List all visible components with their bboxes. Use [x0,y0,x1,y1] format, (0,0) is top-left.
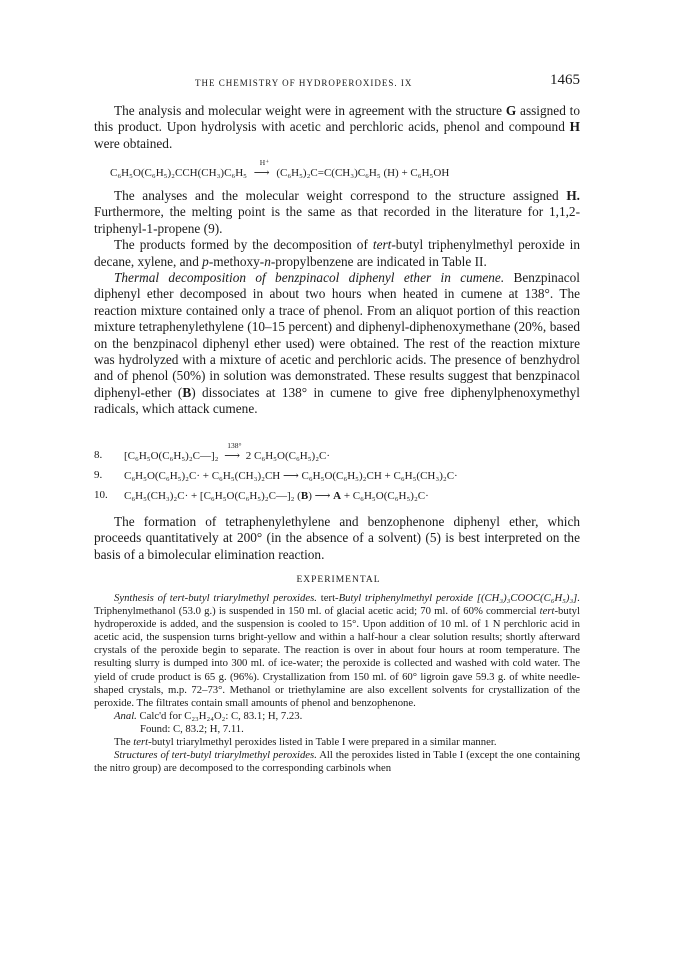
text-span: Triphenylmethanol (53.0 g.) is suspended in 150 ml. of glacial acetic acid; 70 ml. of 60% commercial [94,605,540,618]
running-head [90,72,580,94]
text-span: Furthermore, the melting point is the same as that recorded in the literature for 1,1,2-triphenyl-1-propene (9). [94,204,580,236]
paragraph-synthesis [94,592,580,710]
text-span: -butyl triphenylmethyl peroxide in decane, xylene, and [94,237,580,269]
run-in-heading: Thermal decomposition of benzpinacol diphenyl ether in cumene. [114,270,505,286]
experimental-section [94,592,580,775]
text-span: The [114,736,134,749]
text-span: -propylbenzene are indicated in Table II. [270,253,487,269]
body-text-block-3 [94,514,580,563]
compound-label: H. [566,188,580,203]
equation-8 [94,441,580,469]
analysis-found: Found: C, 83.2; H, 7.11. [140,722,244,735]
body-text-block-2 [94,188,580,418]
body-text-block-1 [94,103,580,152]
italic-prefix: p [202,253,209,269]
equation-reactant: C₆H₅O(C₆H₅)₂CCH(CH₃)C₆H₅ [110,167,248,179]
italic-prefix: n [264,253,271,269]
text-span: The analysis and molecular weight were in agreement with the structure [114,103,506,118]
analysis-label: Anal. [114,709,137,722]
compound-label: B [300,490,309,502]
text-span: -butyl triarylmethyl peroxides listed in Table I were prepared in a similar manner. [148,736,497,749]
text-span: tert- [316,592,339,604]
paragraph-structure-H [94,188,580,237]
equation-reactant: [C₆H₅O(C₆H₅)₂C—]₂ [124,450,219,462]
arrow-label: 138° [227,441,242,450]
text-span: + C₆H₅O(C₆H₅)₂C· [341,490,429,502]
italic-prefix: tert [539,605,555,618]
text-span: Benzpinacol diphenyl ether decomposed in about two hours when heated in cumene at 138°. The reaction mixture contained only a trace of phenol. From an aliquot portion of this reaction mixture tetraphenylethylene (10–15 percent) and diphenyl-diphenoxymethane (20%, based on the benzpinacol diphenyl ether used) were obtained. The rest of the reaction mixture was hydrolyzed with a mixture of acetic and perchloric acids. The presence of benzhydrol and of phenol (50%) in solution was demonstrated. These results suggest that benzpinacol diphenyl-ether ( [94,270,580,400]
equation-number: 10. [94,489,108,501]
equation-body [124,489,429,502]
reaction-arrow: ⟶ [253,167,270,179]
running-title: THE CHEMISTRY OF HYDROPEROXIDES. IX [195,78,413,88]
equation-body [124,441,331,462]
text-span: -butyl hydroperoxide is added, and the suspension is cooled to 15°. Upon addition of 10 ml. of 1 N perchloric acid in acetic acid, the suspension turns bright-yellow and within a half-hour a clear solution results; shortly afterward crystals of the peroxide begin to separate. The reaction is over in about four hours at room temperature. The resulting slurry is dumped into 300 ml. of ice-water; the peroxide is collected and washed with cold water. The yield of crude product is 65 g. (96%). Crystallization from 150 ml. of 60° ligroin gave 59.3 g. of white needle-shaped crystals, m.p. 72–73°. Methanol or triethylamine are also excellent solvents for crystallization of the peroxide. The filtrates contain small amounts of phenol and benzophenone. [94,605,580,709]
compound-label: B [182,384,192,400]
section-heading-experimental: EXPERIMENTAL [296,575,381,585]
paragraph-table-II [94,237,580,270]
equation-number: 9. [94,469,103,481]
paragraph-structure-G [94,103,580,152]
page-number: 1465 [550,72,580,88]
text-span: All the peroxides listed in Table I (except the one containing the nitro group) are decomposed to the corresponding carbinols when [94,749,581,775]
equation-9 [94,469,580,489]
text-span: C₆H₅(CH₃)₂C· + [C₆H₅O(C₆H₅)₂C—]₂ ( [124,490,301,502]
hydrolysis-equation [110,158,580,179]
equation-products: (C₆H₅)₂C=C(CH₃)C₆H₅ (H) + C₆H₅OH [276,167,450,179]
text-span: assigned to this product. Upon hydrolysis with acetic and perchloric acids, phenol and compound [94,103,581,135]
compound-label: H [569,119,580,135]
paragraph-bimolecular-elimination: The formation of tetraphenylethylene and benzophenone diphenyl ether, which proceeds quantitatively at 200° (in the absence of a solvent) (5) is best interpreted on the basis of a bimolecular elimination reaction. [94,514,580,562]
text-span: ) ⟶ [308,490,334,502]
equation-products: 2 C₆H₅O(C₆H₅)₂C· [245,450,331,462]
italic-prefix: tert [133,736,149,749]
text-span: were obtained. [94,135,173,151]
paragraph-structures [94,749,580,775]
equation-body: C₆H₅O(C₆H₅)₂C· + C₆H₅(CH₃)₂CH ⟶ C₆H₅O(C₆H₅)₂CH + C₆H₅(CH₃)₂C· [124,470,458,482]
compound-label: A [333,490,342,502]
text-span: The products formed by the decomposition of [114,237,373,253]
italic-subheading: Butyl triphenylmethyl peroxide [(CH₃)₃COOC(C₆H₅)₃]. [338,592,580,604]
equation-10 [94,489,580,509]
text-span: -methoxy- [208,253,265,269]
text-span: Calc'd for C₂₃H₂₄O₂: C, 83.1; H, 7.23. [136,709,303,722]
paragraph-similar-manner [94,736,580,749]
compound-label: G [505,103,517,118]
paragraph-thermal-decomposition [94,270,580,418]
numbered-equations [94,441,580,509]
reaction-arrow: ⟶ [224,450,241,462]
analysis-calculated [94,710,580,723]
italic-prefix: tert [372,237,392,253]
run-in-heading: Synthesis of tert-butyl triarylmethyl peroxides. [114,592,317,604]
text-span: The analyses and the molecular weight correspond to the structure assigned [114,188,567,203]
arrow-label: H⁺ [259,158,270,167]
run-in-heading: Structures of tert-butyl triarylmethyl peroxides. [114,749,317,762]
text-span: ) dissociates at 138° in cumene to give free diphenylphenoxymethyl radicals, which attack cumene. [94,384,580,417]
equation-number: 8. [94,449,103,461]
